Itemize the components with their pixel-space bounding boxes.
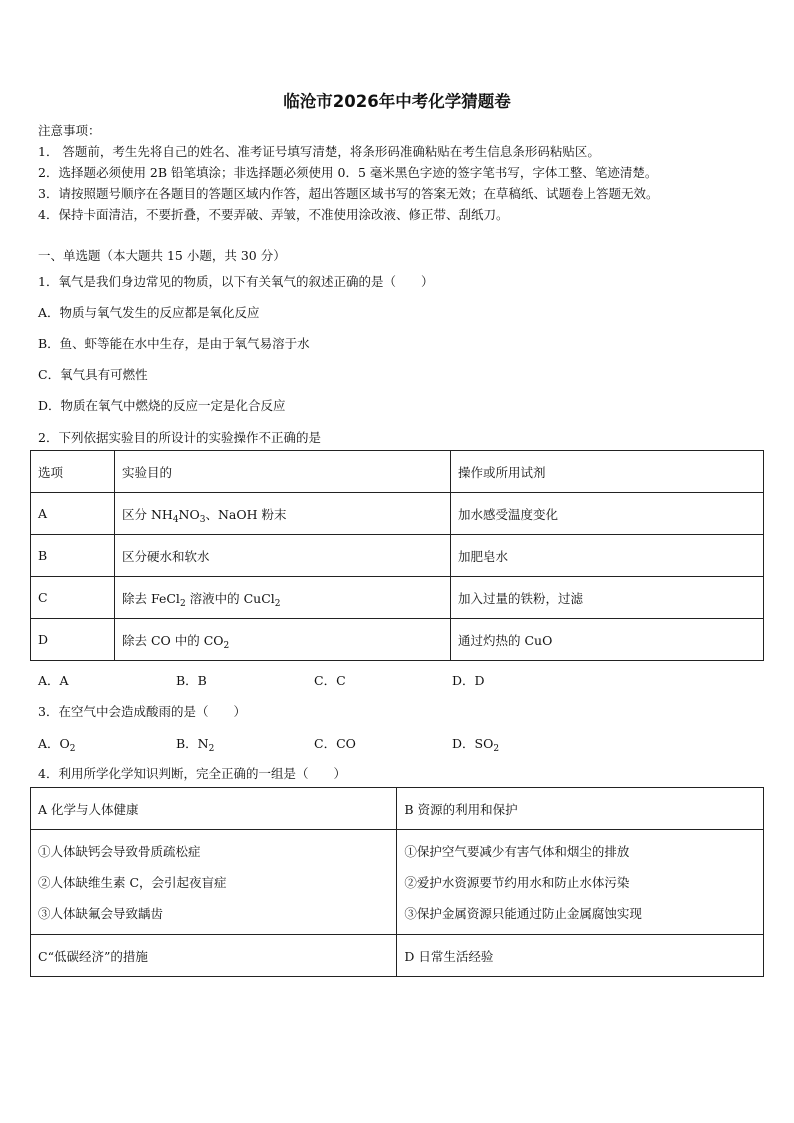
- q2-table: [30, 450, 764, 661]
- page-title: 临沧市2026年中考化学猜题卷: [283, 92, 511, 111]
- q2-answer-d: D．D: [452, 673, 485, 688]
- header-operation: 操作或所用试剂: [451, 451, 764, 493]
- table-row: [31, 535, 764, 577]
- cell-operation: 加入过量的铁粉，过滤: [451, 577, 764, 619]
- cell-a-items: [31, 830, 397, 935]
- cell-operation: 加肥皂水: [451, 535, 764, 577]
- list-item: ②人体缺维生素 C，会引起夜盲症: [38, 874, 227, 890]
- list-item: ①保护空气要减少有害气体和烟尘的排放: [404, 843, 630, 859]
- q3-options: [38, 734, 590, 752]
- q3-option-b: B．$N_2$: [176, 736, 215, 754]
- q1-option-a: A．物质与氧气发生的反应都是氧化反应: [38, 305, 260, 320]
- header-option: 选项: [31, 451, 115, 493]
- q2-answer-options: [38, 671, 590, 689]
- list-item: ③保护金属资源只能通过防止金属腐蚀实现: [404, 905, 642, 921]
- cell-b-heading: B 资源的利用和保护: [397, 788, 764, 830]
- list-item: ②爱护水资源要节约用水和防止水体污染: [404, 874, 630, 890]
- q3-option-d: D．$SO_2$: [452, 736, 500, 754]
- cell-option: B: [31, 535, 115, 577]
- q3-stem: 3．在空气中会造成酸雨的是（ ）: [38, 704, 246, 719]
- table-row: [31, 935, 764, 977]
- q2-stem: 2．下列依据实验目的所设计的实验操作不正确的是: [38, 430, 321, 445]
- q3-option-a: A．$O_2$: [38, 736, 76, 754]
- cell-a-heading: A 化学与人体健康: [31, 788, 397, 830]
- q4-stem: 4．利用所学化学知识判断，完全正确的一组是（ ）: [38, 766, 346, 781]
- cell-option: D: [31, 619, 115, 661]
- cell-c-heading: C“低碳经济”的措施: [31, 935, 397, 977]
- notice-item: 1． 答题前，考生先将自己的姓名、准考证号填写清楚，将条形码准确粘贴在考生信息条形码粘贴区。: [38, 144, 600, 159]
- list-item: ①人体缺钙会导致骨质疏松症: [38, 843, 201, 859]
- header-goal: 实验目的: [115, 451, 451, 493]
- list-item: ③人体缺氟会导致龋齿: [38, 905, 164, 921]
- table-row: [31, 619, 764, 661]
- q1-option-b: B．鱼、虾等能在水中生存，是由于氧气易溶于水: [38, 336, 310, 351]
- cell-goal: 除去 CO 中的 $CO_2$: [115, 619, 451, 661]
- table-row: [31, 493, 764, 535]
- notice-item: 3．请按照题号顺序在各题目的答题区域内作答，超出答题区域书写的答案无效；在草稿纸、试题卷上答题无效。: [38, 186, 659, 201]
- cell-goal: 区分硬水和软水: [115, 535, 451, 577]
- q1-option-d: D．物质在氧气中燃烧的反应一定是化合反应: [38, 398, 286, 413]
- table-header-row: [31, 451, 764, 493]
- notice-item: 4．保持卡面清洁，不要折叠，不要弄破、弄皱，不准使用涂改液、修正带、刮纸刀。: [38, 207, 509, 222]
- q2-answer-b: B．B: [176, 673, 207, 688]
- table-row: [31, 830, 764, 935]
- cell-d-heading: D 日常生活经验: [397, 935, 764, 977]
- cell-goal: 区分 $NH_4NO_3$、NaOH 粉末: [115, 493, 451, 535]
- notice-heading: 注意事项：: [38, 123, 101, 138]
- q2-answer-a: A．A: [38, 673, 69, 688]
- cell-option: C: [31, 577, 115, 619]
- q2-answer-c: C．C: [314, 673, 346, 688]
- cell-option: A: [31, 493, 115, 535]
- section-heading: 一、单选题（本大题共 15 小题，共 30 分）: [38, 248, 286, 263]
- table-row: [31, 788, 764, 830]
- cell-b-items: [397, 830, 764, 935]
- q1-stem: 1．氧气是我们身边常见的物质，以下有关氧气的叙述正确的是（ ）: [38, 274, 434, 289]
- cell-goal: 除去 FeCl$_2$ 溶液中的 CuCl$_2$: [115, 577, 451, 619]
- q4-table: [30, 787, 764, 977]
- cell-operation: 加水感受温度变化: [451, 493, 764, 535]
- q3-option-c: C．CO: [314, 736, 356, 751]
- cell-operation: 通过灼热的 CuO: [451, 619, 764, 661]
- notice-item: 2．选择题必须使用 2B 铅笔填涂；非选择题必须使用 0．5 毫米黑色字迹的签字笔书写，字体工整、笔迹清楚。: [38, 165, 658, 180]
- q1-option-c: C．氧气具有可燃性: [38, 367, 148, 382]
- table-row: [31, 577, 764, 619]
